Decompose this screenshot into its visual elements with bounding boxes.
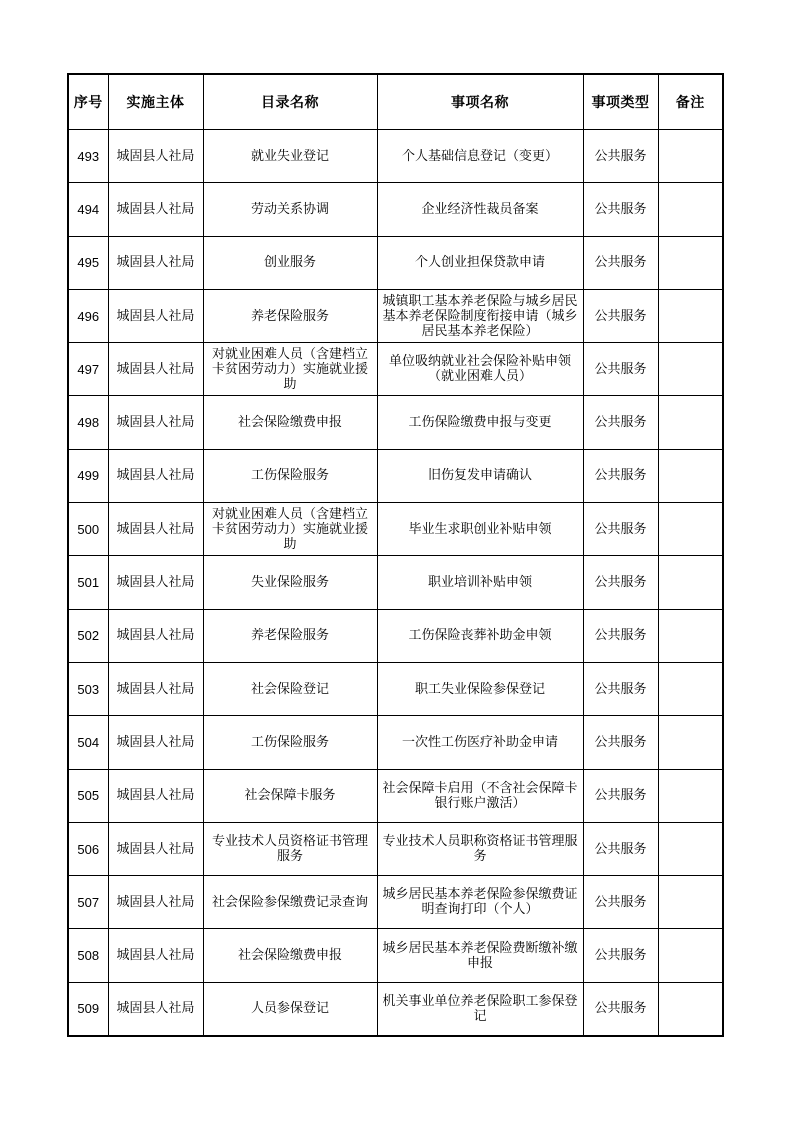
cell-note [658,929,723,982]
cell-item: 单位吸纳就业社会保险补贴申领（就业困难人员） [377,343,583,396]
cell-type: 公共服务 [583,769,658,822]
cell-subject: 城固县人社局 [108,716,203,769]
header-seq: 序号 [68,74,108,130]
cell-note [658,289,723,342]
cell-catalog: 社会保险登记 [203,662,377,715]
header-type: 事项类型 [583,74,658,130]
table-row [68,343,723,396]
cell-note [658,343,723,396]
cell-item: 城镇职工基本养老保险与城乡居民基本养老保险制度衔接申请（城乡居民基本养老保险） [377,289,583,342]
cell-item: 职工失业保险参保登记 [377,662,583,715]
table-row [68,503,723,556]
cell-type: 公共服务 [583,822,658,875]
cell-type: 公共服务 [583,982,658,1036]
cell-catalog: 社会保险缴费申报 [203,929,377,982]
cell-catalog: 养老保险服务 [203,609,377,662]
cell-catalog: 社会保障卡服务 [203,769,377,822]
cell-subject: 城固县人社局 [108,183,203,236]
table-row [68,289,723,342]
cell-note [658,716,723,769]
cell-seq: 498 [68,396,108,449]
cell-type: 公共服务 [583,876,658,929]
cell-type: 公共服务 [583,183,658,236]
cell-note [658,609,723,662]
cell-seq: 497 [68,343,108,396]
cell-catalog: 社会保险参保缴费记录查询 [203,876,377,929]
table-row [68,929,723,982]
cell-subject: 城固县人社局 [108,662,203,715]
cell-subject: 城固县人社局 [108,982,203,1036]
cell-seq: 494 [68,183,108,236]
cell-subject: 城固县人社局 [108,769,203,822]
table-row [68,822,723,875]
cell-note [658,876,723,929]
cell-note [658,556,723,609]
cell-seq: 509 [68,982,108,1036]
cell-type: 公共服务 [583,503,658,556]
cell-subject: 城固县人社局 [108,822,203,875]
cell-seq: 503 [68,662,108,715]
cell-item: 机关事业单位养老保险职工参保登记 [377,982,583,1036]
cell-type: 公共服务 [583,396,658,449]
cell-subject: 城固县人社局 [108,609,203,662]
cell-item: 职业培训补贴申领 [377,556,583,609]
cell-seq: 495 [68,236,108,289]
cell-subject: 城固县人社局 [108,449,203,502]
cell-subject: 城固县人社局 [108,556,203,609]
header-item: 事项名称 [377,74,583,130]
cell-type: 公共服务 [583,929,658,982]
cell-catalog: 专业技术人员资格证书管理服务 [203,822,377,875]
table-row [68,183,723,236]
table-row [68,876,723,929]
table-row [68,556,723,609]
table-row [68,449,723,502]
cell-catalog: 劳动关系协调 [203,183,377,236]
cell-subject: 城固县人社局 [108,343,203,396]
cell-item: 社会保障卡启用（不含社会保障卡银行账户激活） [377,769,583,822]
cell-catalog: 对就业困难人员（含建档立卡贫困劳动力）实施就业援助 [203,343,377,396]
cell-subject: 城固县人社局 [108,236,203,289]
table-row [68,982,723,1036]
cell-seq: 500 [68,503,108,556]
cell-seq: 508 [68,929,108,982]
cell-note [658,982,723,1036]
cell-note [658,503,723,556]
cell-note [658,236,723,289]
cell-item: 工伤保险缴费申报与变更 [377,396,583,449]
table-row [68,662,723,715]
cell-item: 城乡居民基本养老保险参保缴费证明查询打印（个人） [377,876,583,929]
header-note: 备注 [658,74,723,130]
cell-seq: 496 [68,289,108,342]
cell-catalog: 工伤保险服务 [203,449,377,502]
cell-seq: 504 [68,716,108,769]
cell-seq: 505 [68,769,108,822]
cell-note [658,183,723,236]
cell-subject: 城固县人社局 [108,876,203,929]
cell-subject: 城固县人社局 [108,289,203,342]
table-row [68,609,723,662]
table-row [68,716,723,769]
cell-catalog: 人员参保登记 [203,982,377,1036]
cell-item: 毕业生求职创业补贴申领 [377,503,583,556]
table-row [68,769,723,822]
header-catalog: 目录名称 [203,74,377,130]
cell-note [658,662,723,715]
cell-note [658,769,723,822]
cell-subject: 城固县人社局 [108,130,203,183]
cell-note [658,822,723,875]
cell-catalog: 就业失业登记 [203,130,377,183]
cell-item: 专业技术人员职称资格证书管理服务 [377,822,583,875]
cell-type: 公共服务 [583,289,658,342]
cell-type: 公共服务 [583,130,658,183]
cell-item: 个人基础信息登记（变更） [377,130,583,183]
table-row [68,396,723,449]
cell-catalog: 社会保险缴费申报 [203,396,377,449]
cell-catalog: 工伤保险服务 [203,716,377,769]
cell-note [658,396,723,449]
cell-item: 旧伤复发申请确认 [377,449,583,502]
header-row [68,74,723,130]
cell-subject: 城固县人社局 [108,396,203,449]
cell-type: 公共服务 [583,236,658,289]
cell-item: 一次性工伤医疗补助金申请 [377,716,583,769]
cell-note [658,130,723,183]
cell-seq: 502 [68,609,108,662]
cell-item: 企业经济性裁员备案 [377,183,583,236]
cell-seq: 506 [68,822,108,875]
cell-type: 公共服务 [583,343,658,396]
cell-type: 公共服务 [583,609,658,662]
service-catalog-table [67,73,724,1037]
cell-item: 城乡居民基本养老保险费断缴补缴申报 [377,929,583,982]
table-row [68,130,723,183]
cell-subject: 城固县人社局 [108,929,203,982]
cell-item: 个人创业担保贷款申请 [377,236,583,289]
cell-type: 公共服务 [583,662,658,715]
cell-catalog: 创业服务 [203,236,377,289]
cell-catalog: 失业保险服务 [203,556,377,609]
header-subject: 实施主体 [108,74,203,130]
table-row [68,236,723,289]
cell-seq: 501 [68,556,108,609]
cell-type: 公共服务 [583,556,658,609]
cell-catalog: 养老保险服务 [203,289,377,342]
cell-seq: 493 [68,130,108,183]
cell-note [658,449,723,502]
cell-type: 公共服务 [583,716,658,769]
cell-item: 工伤保险丧葬补助金申领 [377,609,583,662]
cell-seq: 499 [68,449,108,502]
cell-subject: 城固县人社局 [108,503,203,556]
cell-seq: 507 [68,876,108,929]
cell-catalog: 对就业困难人员（含建档立卡贫困劳动力）实施就业援助 [203,503,377,556]
cell-type: 公共服务 [583,449,658,502]
